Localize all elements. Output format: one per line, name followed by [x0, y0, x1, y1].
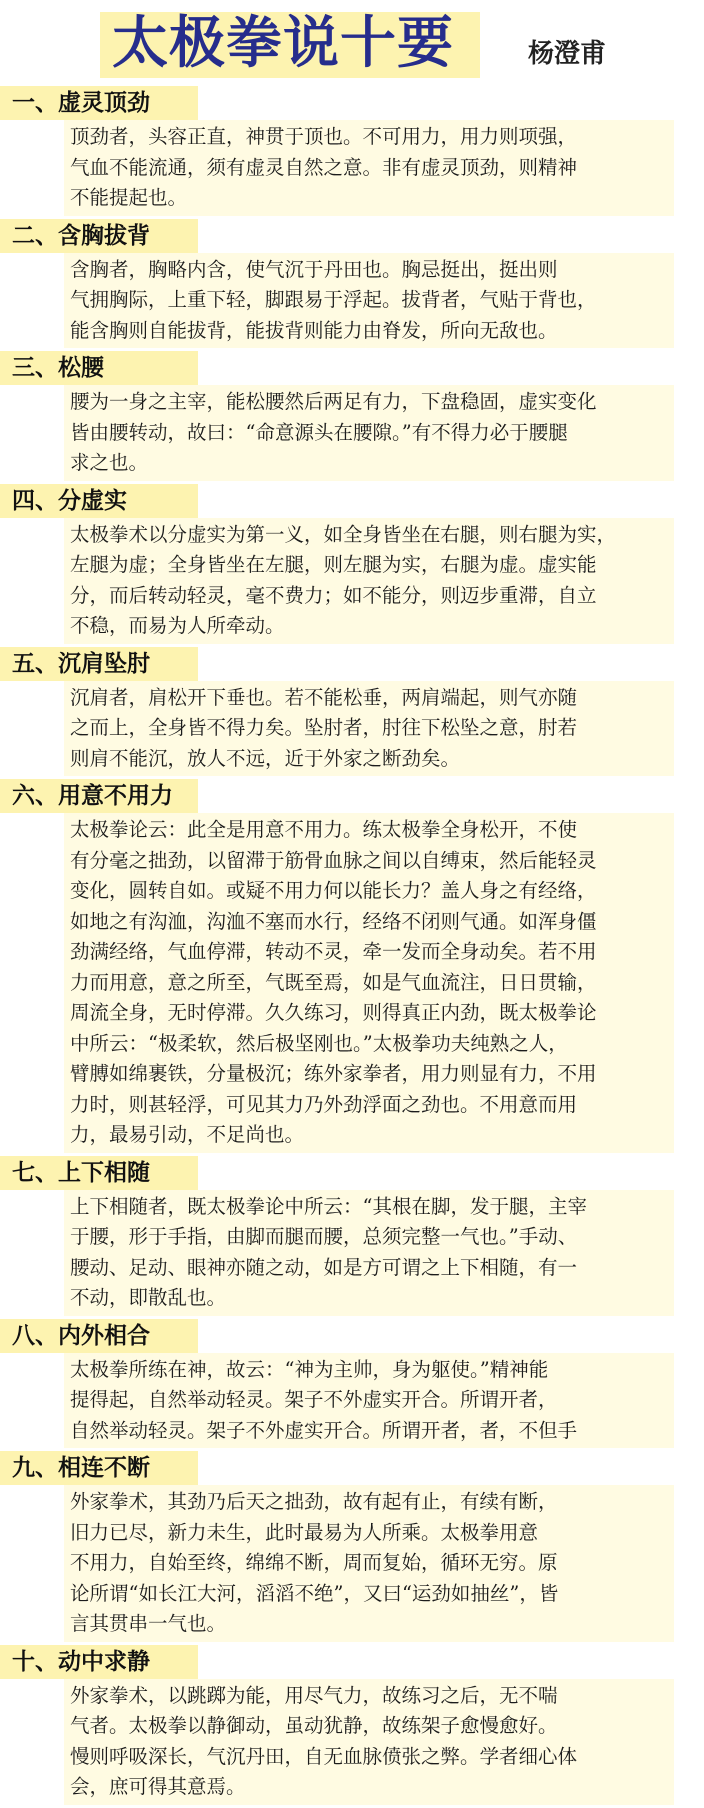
body-line: 力，最易引动，不足尚也。 — [70, 1123, 305, 1146]
section-1 — [0, 86, 704, 216]
section-heading: 十、动中求静 — [0, 1645, 198, 1679]
section-heading: 五、沉肩坠肘 — [0, 647, 198, 681]
body-line: 慢则呼吸深长，气沉丹田，自无血脉偾张之弊。学者细心体 — [70, 1744, 578, 1768]
section-body — [64, 813, 674, 1153]
body-line: 外家拳术，以跳踯为能，用尽气力，故练习之后，无不喘 — [70, 1683, 558, 1707]
body-line: 不稳，而易为人所牵动。 — [70, 614, 285, 637]
section-heading: 三、松腰 — [0, 351, 198, 385]
body-line: 上下相随者，既太极拳论中所云：“其根在脚，发于腿，主宰 — [70, 1194, 587, 1218]
body-line: 太极拳术以分虚实为第一义，如全身皆坐在右腿，则右腿为实， — [70, 522, 617, 546]
section-body — [64, 518, 674, 644]
body-line: 则肩不能沉，放人不远，近于外家之断劲矣。 — [70, 746, 461, 770]
body-line: 变化，圆转自如。或疑不用力何以能长力？盖人身之有经络， — [70, 879, 597, 902]
section-9 — [0, 1451, 704, 1642]
body-line: 不用力，自始至终，绵绵不断，周而复始，循环无穷。原 — [70, 1551, 558, 1574]
body-line: 论所谓“如长江大河，滔滔不绝”，又曰“运劲如抽丝”，皆 — [70, 1581, 559, 1605]
section-body — [64, 1190, 674, 1316]
body-line: 之而上，全身皆不得力矣。坠肘者，肘往下松坠之意，肘若 — [70, 716, 578, 739]
body-line: 能含胸则自能拔背，能拔背则能力由脊发，所向无敌也。 — [70, 318, 558, 342]
section-7 — [0, 1156, 704, 1316]
section-body — [64, 120, 674, 216]
section-body — [64, 1679, 674, 1805]
body-line: 皆由腰转动，故曰：“命意源头在腰隙。”有不得力必于腰腿 — [70, 420, 568, 444]
section-heading: 六、用意不用力 — [0, 779, 198, 813]
body-line: 太极拳论云：此全是用意不用力。练太极拳全身松开，不使 — [70, 818, 578, 841]
section-heading: 八、内外相合 — [0, 1319, 198, 1353]
section-10 — [0, 1645, 704, 1805]
section-heading: 四、分虚实 — [0, 484, 198, 518]
body-line: 不动，即散乱也。 — [70, 1286, 227, 1309]
section-body — [64, 385, 674, 481]
body-line: 顶劲者，头容正直，神贯于顶也。不可用力，用力则项强， — [70, 125, 578, 148]
body-line: 外家拳术，其劲乃后天之拙劲，故有起有止，有续有断， — [70, 1490, 558, 1513]
body-line: 臂膊如绵裹铁，分量极沉；练外家拳者，用力则显有力，不用 — [70, 1062, 597, 1085]
body-line: 气血不能流通，须有虚灵自然之意。非有虚灵顶劲，则精神 — [70, 155, 578, 179]
body-line: 腰为一身之主宰，能松腰然后两足有力，下盘稳固，虚实变化 — [70, 390, 597, 413]
body-line: 周流全身，无时停滞。久久练习，则得真正内劲，既太极拳论 — [70, 1001, 597, 1024]
body-line: 气拥胸际，上重下轻，脚跟易于浮起。拔背者，气贴于背也， — [70, 288, 597, 311]
body-line: 于腰，形于手指，由脚而腿而腰，总须完整一气也。”手动、 — [70, 1225, 578, 1248]
section-5 — [0, 647, 704, 777]
body-line: 提得起，自然举动轻灵。架子不外虚实开合。所谓开者， — [70, 1388, 558, 1411]
sections-list — [0, 84, 704, 1808]
body-line: 自然举动轻灵。架子不外虚实开合。所谓开者，者，不但手 — [70, 1418, 578, 1442]
body-line: 左腿为虚；全身皆坐在左腿，则左腿为实，右腿为虚。虚实能 — [70, 553, 597, 576]
body-line: 太极拳所练在神，故云：“神为主帅，身为躯使。”精神能 — [70, 1357, 549, 1381]
body-line: 会，庶可得其意焉。 — [70, 1775, 246, 1798]
body-line: 腰动、足动、眼神亦随之动，如是方可谓之上下相随，有一 — [70, 1255, 578, 1279]
section-body — [64, 1485, 674, 1642]
body-line: 力时，则甚轻浮，可见其力乃外劲浮面之劲也。不用意而用 — [70, 1092, 578, 1116]
section-heading: 九、相连不断 — [0, 1451, 198, 1485]
section-body — [64, 1353, 674, 1449]
body-line: 言其贯串一气也。 — [70, 1612, 227, 1635]
body-line: 沉肩者，肩松开下垂也。若不能松垂，两肩端起，则气亦随 — [70, 685, 578, 709]
body-line: 有分毫之拙劲，以留滞于筋骨血脉之间以自缚束，然后能轻灵 — [70, 848, 597, 872]
body-line: 如地之有沟洫，沟洫不塞而水行，经络不闭则气通。如浑身僵 — [70, 909, 597, 933]
section-heading: 七、上下相随 — [0, 1156, 198, 1190]
section-2 — [0, 219, 704, 349]
section-body — [64, 681, 674, 777]
body-line: 中所云：“极柔软，然后极坚刚也。”太极拳功夫纯熟之人， — [70, 1031, 568, 1055]
body-line: 分，而后转动轻灵，毫不费力；如不能分，则迈步重滞，自立 — [70, 583, 597, 607]
section-8 — [0, 1319, 704, 1449]
section-heading: 一、虚灵顶劲 — [0, 86, 198, 120]
section-heading: 二、含胸拔背 — [0, 219, 198, 253]
body-line: 不能提起也。 — [70, 186, 188, 209]
page-title: 太极拳说十要 — [112, 11, 454, 76]
author-name: 杨澄甫 — [528, 39, 607, 69]
body-line: 旧力已尽，新力未生，此时最易为人所乘。太极拳用意 — [70, 1520, 539, 1544]
body-line: 劲满经络，气血停滞，转动不灵，牵一发而全身动矣。若不用 — [70, 940, 597, 963]
body-line: 气者。太极拳以静御动，虽动犹静，故练架子愈慢愈好。 — [70, 1714, 558, 1737]
section-6 — [0, 779, 704, 1153]
section-4 — [0, 484, 704, 644]
section-3 — [0, 351, 704, 481]
body-line: 求之也。 — [70, 451, 149, 474]
body-line: 力而用意，意之所至，气既至焉，如是气血流注，日日贯输， — [70, 970, 597, 994]
body-line: 含胸者，胸略内含，使气沉于丹田也。胸忌挺出，挺出则 — [70, 257, 558, 281]
section-body — [64, 253, 674, 349]
